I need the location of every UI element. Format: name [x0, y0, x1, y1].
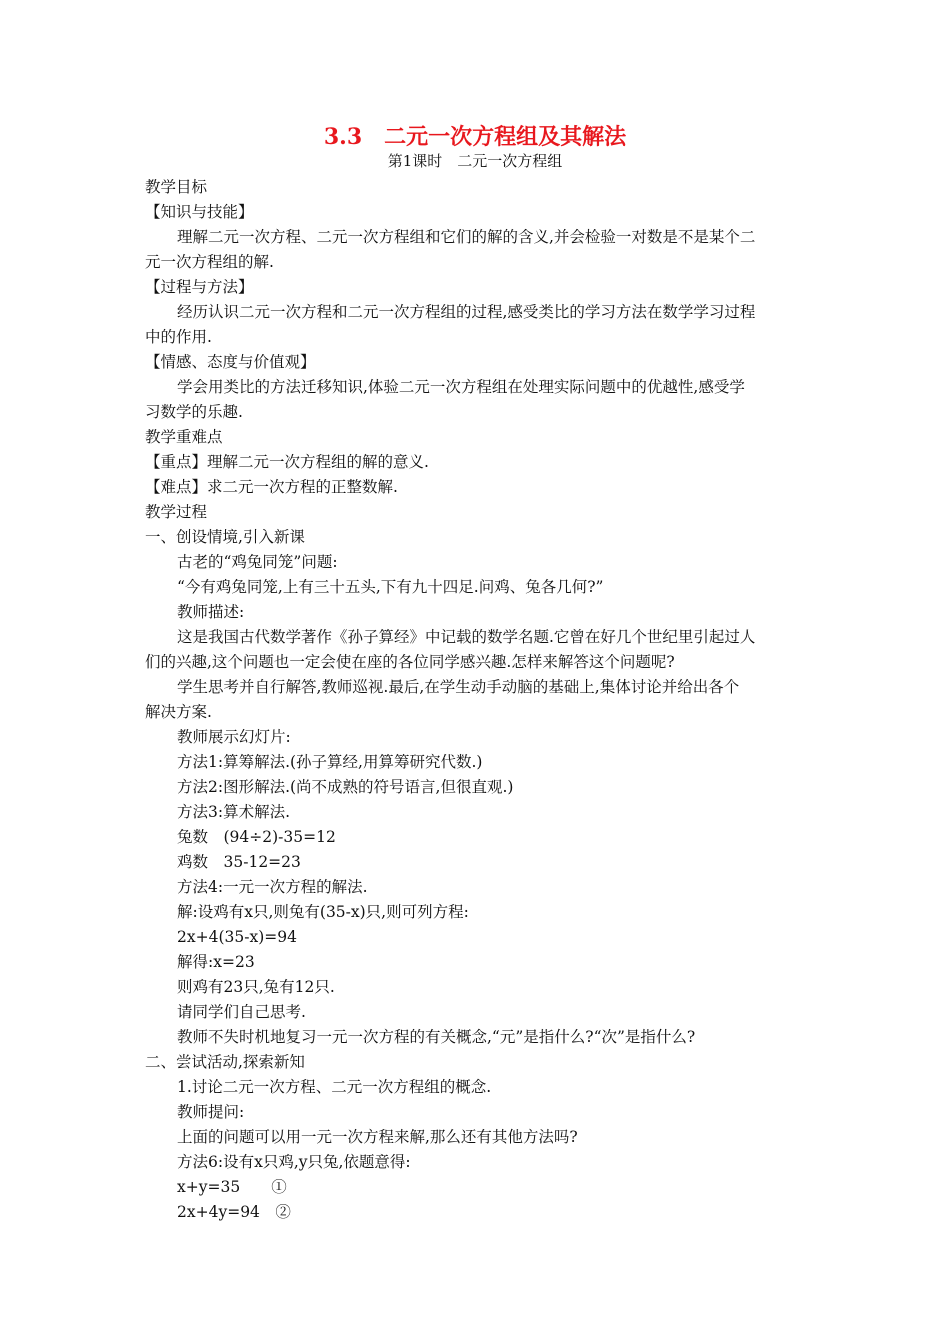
- text-line: 古老的“鸡兔同笼”问题:: [177, 553, 338, 571]
- text-line: 方法2:图形解法.(尚不成熟的符号语言,但很直观.): [177, 778, 514, 796]
- text-line: 方法1:算筹解法.(孙子算经,用算筹研究代数.): [177, 753, 483, 771]
- text-line: 2x+4y=94 ②: [177, 1203, 291, 1221]
- text-line: 元一次方程组的解.: [145, 253, 274, 271]
- text-line: 鸡数 35-12=23: [177, 853, 301, 871]
- text-line: 教学过程: [145, 503, 208, 521]
- text-line: 习数学的乐趣.: [145, 403, 243, 421]
- text-line: 1.讨论二元一次方程、二元一次方程组的概念.: [177, 1078, 492, 1096]
- text-line: 二、尝试活动,探索新知: [145, 1053, 305, 1071]
- text-line: 【知识与技能】: [145, 203, 254, 221]
- text-line: 方法6:设有x只鸡,y只兔,依题意得:: [177, 1153, 411, 1171]
- text-line: 【重点】理解二元一次方程组的解的意义.: [145, 453, 429, 471]
- document-subtitle: 第1课时 二元一次方程组: [387, 152, 563, 170]
- text-line: 教师提问:: [177, 1103, 245, 1121]
- text-line: 方法4:一元一次方程的解法.: [177, 878, 368, 896]
- text-line: 上面的问题可以用一元一次方程来解,那么还有其他方法吗?: [177, 1128, 578, 1146]
- text-line: 2x+4(35-x)=94: [177, 928, 297, 946]
- text-line: 教学重难点: [145, 428, 223, 446]
- text-line: 一、创设情境,引入新课: [145, 528, 305, 546]
- text-line: 教师描述:: [177, 603, 245, 621]
- text-line: 兔数 (94÷2)-35=12: [177, 828, 336, 846]
- text-line: 方法3:算术解法.: [177, 803, 291, 821]
- text-line: “今有鸡兔同笼,上有三十五头,下有九十四足.问鸡、兔各几何?”: [177, 578, 604, 596]
- text-line: 请同学们自己思考.: [177, 1003, 306, 1021]
- text-line: 们的兴趣,这个问题也一定会使在座的各位同学感兴趣.怎样来解答这个问题呢?: [145, 653, 675, 671]
- text-line: x+y=35 ①: [177, 1178, 287, 1196]
- text-line: 中的作用.: [145, 328, 212, 346]
- text-line: 【难点】求二元一次方程的正整数解.: [145, 478, 398, 496]
- text-line: 学生思考并自行解答,教师巡视.最后,在学生动手动脑的基础上,集体讨论并给出各个: [177, 678, 740, 696]
- text-line: 学会用类比的方法迁移知识,体验二元一次方程组在处理实际问题中的优越性,感受学: [177, 378, 745, 396]
- text-line: 教学目标: [145, 178, 208, 196]
- text-line: 教师展示幻灯片:: [177, 728, 291, 746]
- text-line: 则鸡有23只,兔有12只.: [177, 978, 335, 996]
- document-title: 3.3 二元一次方程组及其解法: [323, 124, 627, 150]
- text-line: 解:设鸡有x只,则兔有(35-x)只,则可列方程:: [177, 903, 469, 921]
- text-line: 经历认识二元一次方程和二元一次方程组的过程,感受类比的学习方法在数学学习过程: [177, 303, 756, 321]
- text-line: 【过程与方法】: [145, 278, 254, 296]
- text-line: 教师不失时机地复习一元一次方程的有关概念,“元”是指什么?“次”是指什么?: [177, 1028, 696, 1046]
- document-body: [145, 175, 810, 1225]
- text-line: 解得:x=23: [177, 953, 255, 971]
- text-line: 解决方案.: [145, 703, 212, 721]
- text-line: 理解二元一次方程、二元一次方程组和它们的解的含义,并会检验一对数是不是某个二: [177, 228, 756, 246]
- text-line: 这是我国古代数学著作《孙子算经》中记载的数学名题.它曾在好几个世纪里引起过人: [177, 628, 756, 646]
- text-line: 【情感、态度与价值观】: [145, 353, 316, 371]
